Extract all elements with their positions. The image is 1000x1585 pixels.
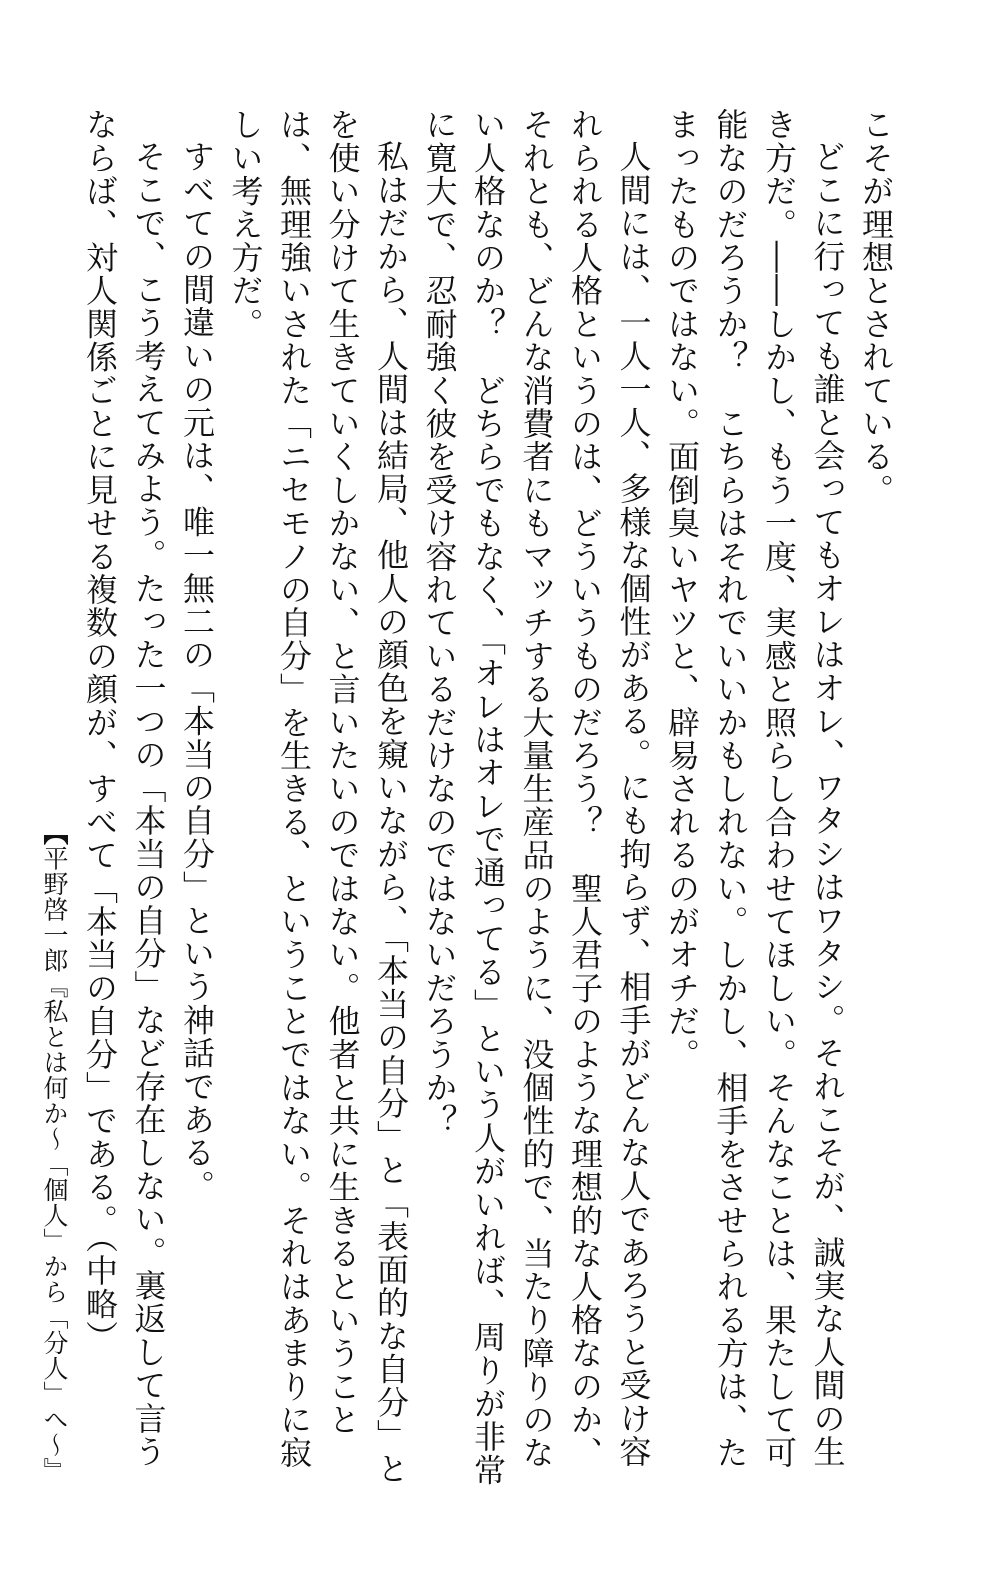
paragraph-4: 私はだから、人間は結局、他人の顔色を窺いながら、「本当の自分」と「表面的な自分」とを使い分けて生きていくしかない、と言いたいのではない。他者と共に生きるということは、無理強いされた「ニセモノの自分」を生きる、ということではない。それはあまりに寂しい考え方だ。 bbox=[226, 108, 410, 1486]
paragraph-5: すべての間違いの元は、唯一無二の「本当の自分」という神話である。 bbox=[178, 140, 216, 1203]
paragraph-1: こそが理想とされている。 bbox=[857, 108, 895, 507]
source-citation bbox=[30, 820, 74, 1480]
citation-open-bracket: 【 bbox=[40, 820, 69, 846]
paragraph-2: どこに行っても誰と会ってもオレはオレ、ワタシはワタシ。それこそが、誠実な人間の生き方だ。――しかし、もう一度、実感と照らし合わせてほしい。そんなことは、果たして可能なのだろうか？ こちらはそれでいいかもしれない。しかし、相手をさせられる方は、たまったものではない。面倒臭いヤツと、辟易されるのがオチだ。 bbox=[663, 108, 847, 1470]
vertical-text-body bbox=[80, 108, 900, 1498]
paragraph-3: 人間には、一人一人、多様な個性がある。にも拘らず、相手がどんな人であろうと受け容れられる人格というのは、どういうものだろう？ 聖人君子のような理想的な人格なのか、それとも、どんな消費者にもマッチする大量生産品のように、没個性的で、当たり障りのない人格なのか？ どちらでもなく、「オレはオレで通ってる」という人がいれば、周りが非常に寛大で、忍耐強く彼を受け容れているだけなのではないだろうか？ bbox=[420, 108, 653, 1487]
paragraph-6: そこで、こう考えてみよう。たった一つの「本当の自分」など存在しない。裏返して言うならば、対人関係ごとに見せる複数の顔が、すべて「本当の自分」である。（中略） bbox=[81, 108, 168, 1468]
citation-text: 平野啓一郎『私とは何か～「個人」から「分人」へ～』 bbox=[40, 845, 69, 1471]
